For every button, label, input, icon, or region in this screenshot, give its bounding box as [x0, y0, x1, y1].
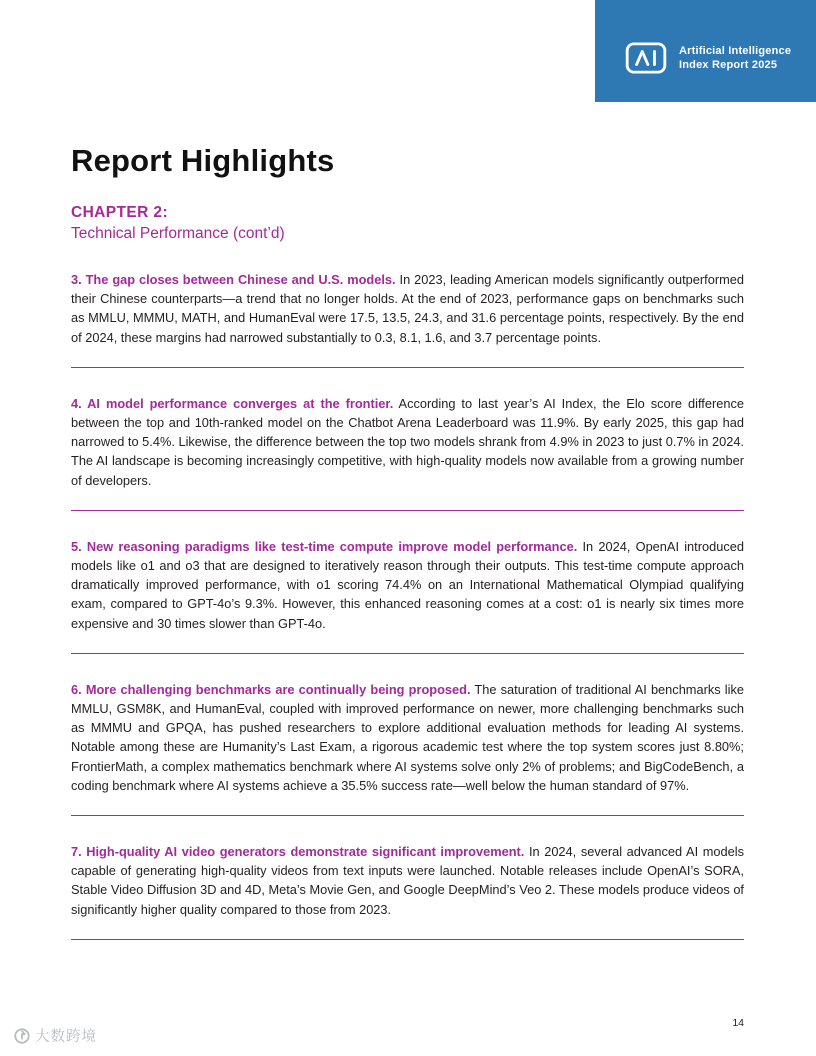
highlight-paragraph [71, 537, 744, 633]
highlight-body: In 2023, leading American models significantly outperformed their Chinese counterparts—a trend that no longer holds. At the end of 2023, performance gaps on benchmarks such as MMLU, MMMU, MATH, and HumanEval were 17.5, 13.5, 24.3, and 31.6 percentage points, respectively. By the end of 2024, these margins had narrowed substantially to 0.3, 8.1, 1.6, and 3.7 percentage points. [71, 272, 745, 345]
highlight-lead: 4. AI model performance converges at the frontier. [71, 395, 394, 411]
highlight-paragraph [71, 394, 744, 490]
highlight-item-7 [71, 842, 744, 940]
highlight-lead: 5. New reasoning paradigms like test-time compute improve model performance. [71, 538, 578, 554]
highlight-item-3 [71, 270, 744, 368]
section-divider [71, 367, 744, 368]
highlight-item-4 [71, 394, 744, 511]
chapter-subtitle: Technical Performance (cont’d) [71, 225, 285, 242]
highlight-lead: 6. More challenging benchmarks are continually being proposed. [71, 681, 471, 697]
highlights-list [71, 270, 744, 940]
highlight-lead: 3. The gap closes between Chinese and U.S. models. [71, 272, 396, 287]
section-divider [71, 815, 744, 816]
highlight-lead: 7. High-quality AI video generators demonstrate significant improvement. [71, 844, 525, 860]
highlight-body: The saturation of traditional AI benchmarks like MMLU, GSM8K, and HumanEval, coupled with improved performance on newer, more challenging benchmarks such as MMMU and GPQA, has pushed researchers to explore additional evaluation methods for leading AI systems. Notable among these are Humanity’s Last Exam, a rigorous academic test where the top system scores just 8.80%; FrontierMath, a complex mathematics benchmark where AI systems solve only 2% of problems; and BigCodeBench, a coding benchmark where AI systems achieve a 35.5% success rate—well below the human standard of 97%. [71, 681, 744, 793]
chapter-label: CHAPTER 2: [71, 204, 169, 221]
highlight-paragraph [71, 270, 744, 347]
watermark-logo-icon [13, 1027, 31, 1045]
banner-title-line2: Index Report 2025 [679, 59, 778, 71]
section-divider [71, 510, 744, 511]
watermark [13, 1025, 97, 1046]
section-divider [71, 653, 744, 654]
section-divider [71, 939, 744, 940]
main-content [71, 0, 744, 966]
page-title: Report Highlights [71, 143, 335, 178]
highlight-body: In 2024, OpenAI introduced models like o1 and o3 that are designed to iteratively reason through their outputs. This test-time compute approach dramatically improved performance, with o1 scoring 74.4% on an International Mathematical Olympiad qualifying exam, compared to GPT-4o’s 9.3%. However, this enhanced reasoning comes at a cost: o1 is nearly six times more expensive and 30 times slower than GPT-4o. [71, 538, 744, 631]
watermark-text: 大数跨境 [35, 1029, 97, 1045]
page-number: 14 [732, 1017, 744, 1029]
highlight-paragraph [71, 680, 744, 795]
highlight-paragraph [71, 842, 744, 919]
highlight-item-6 [71, 680, 744, 816]
highlight-item-5 [71, 537, 744, 654]
highlight-body: In 2024, several advanced AI models capable of generating high-quality videos from text inputs were launched. Notable releases include OpenAI’s SORA, Stable Video Diffusion 3D and 4D, Meta’s Movie Gen, and Google DeepMind’s Veo 2. These models produce videos of significantly higher quality compared to those from 2023. [71, 844, 744, 917]
highlight-body: According to last year’s AI Index, the Elo score difference between the top and 10th-ranked model on the Chatbot Arena Leaderboard was 11.9%. By early 2025, this gap had narrowed to 5.4%. Likewise, the difference between the top two models shrank from 4.9% in 2023 to just 0.7% in 2024. The AI landscape is becoming increasingly competitive, with high-quality models now available from a growing number of developers. [71, 395, 744, 488]
banner-title-line1: Artificial Intelligence [679, 45, 792, 57]
